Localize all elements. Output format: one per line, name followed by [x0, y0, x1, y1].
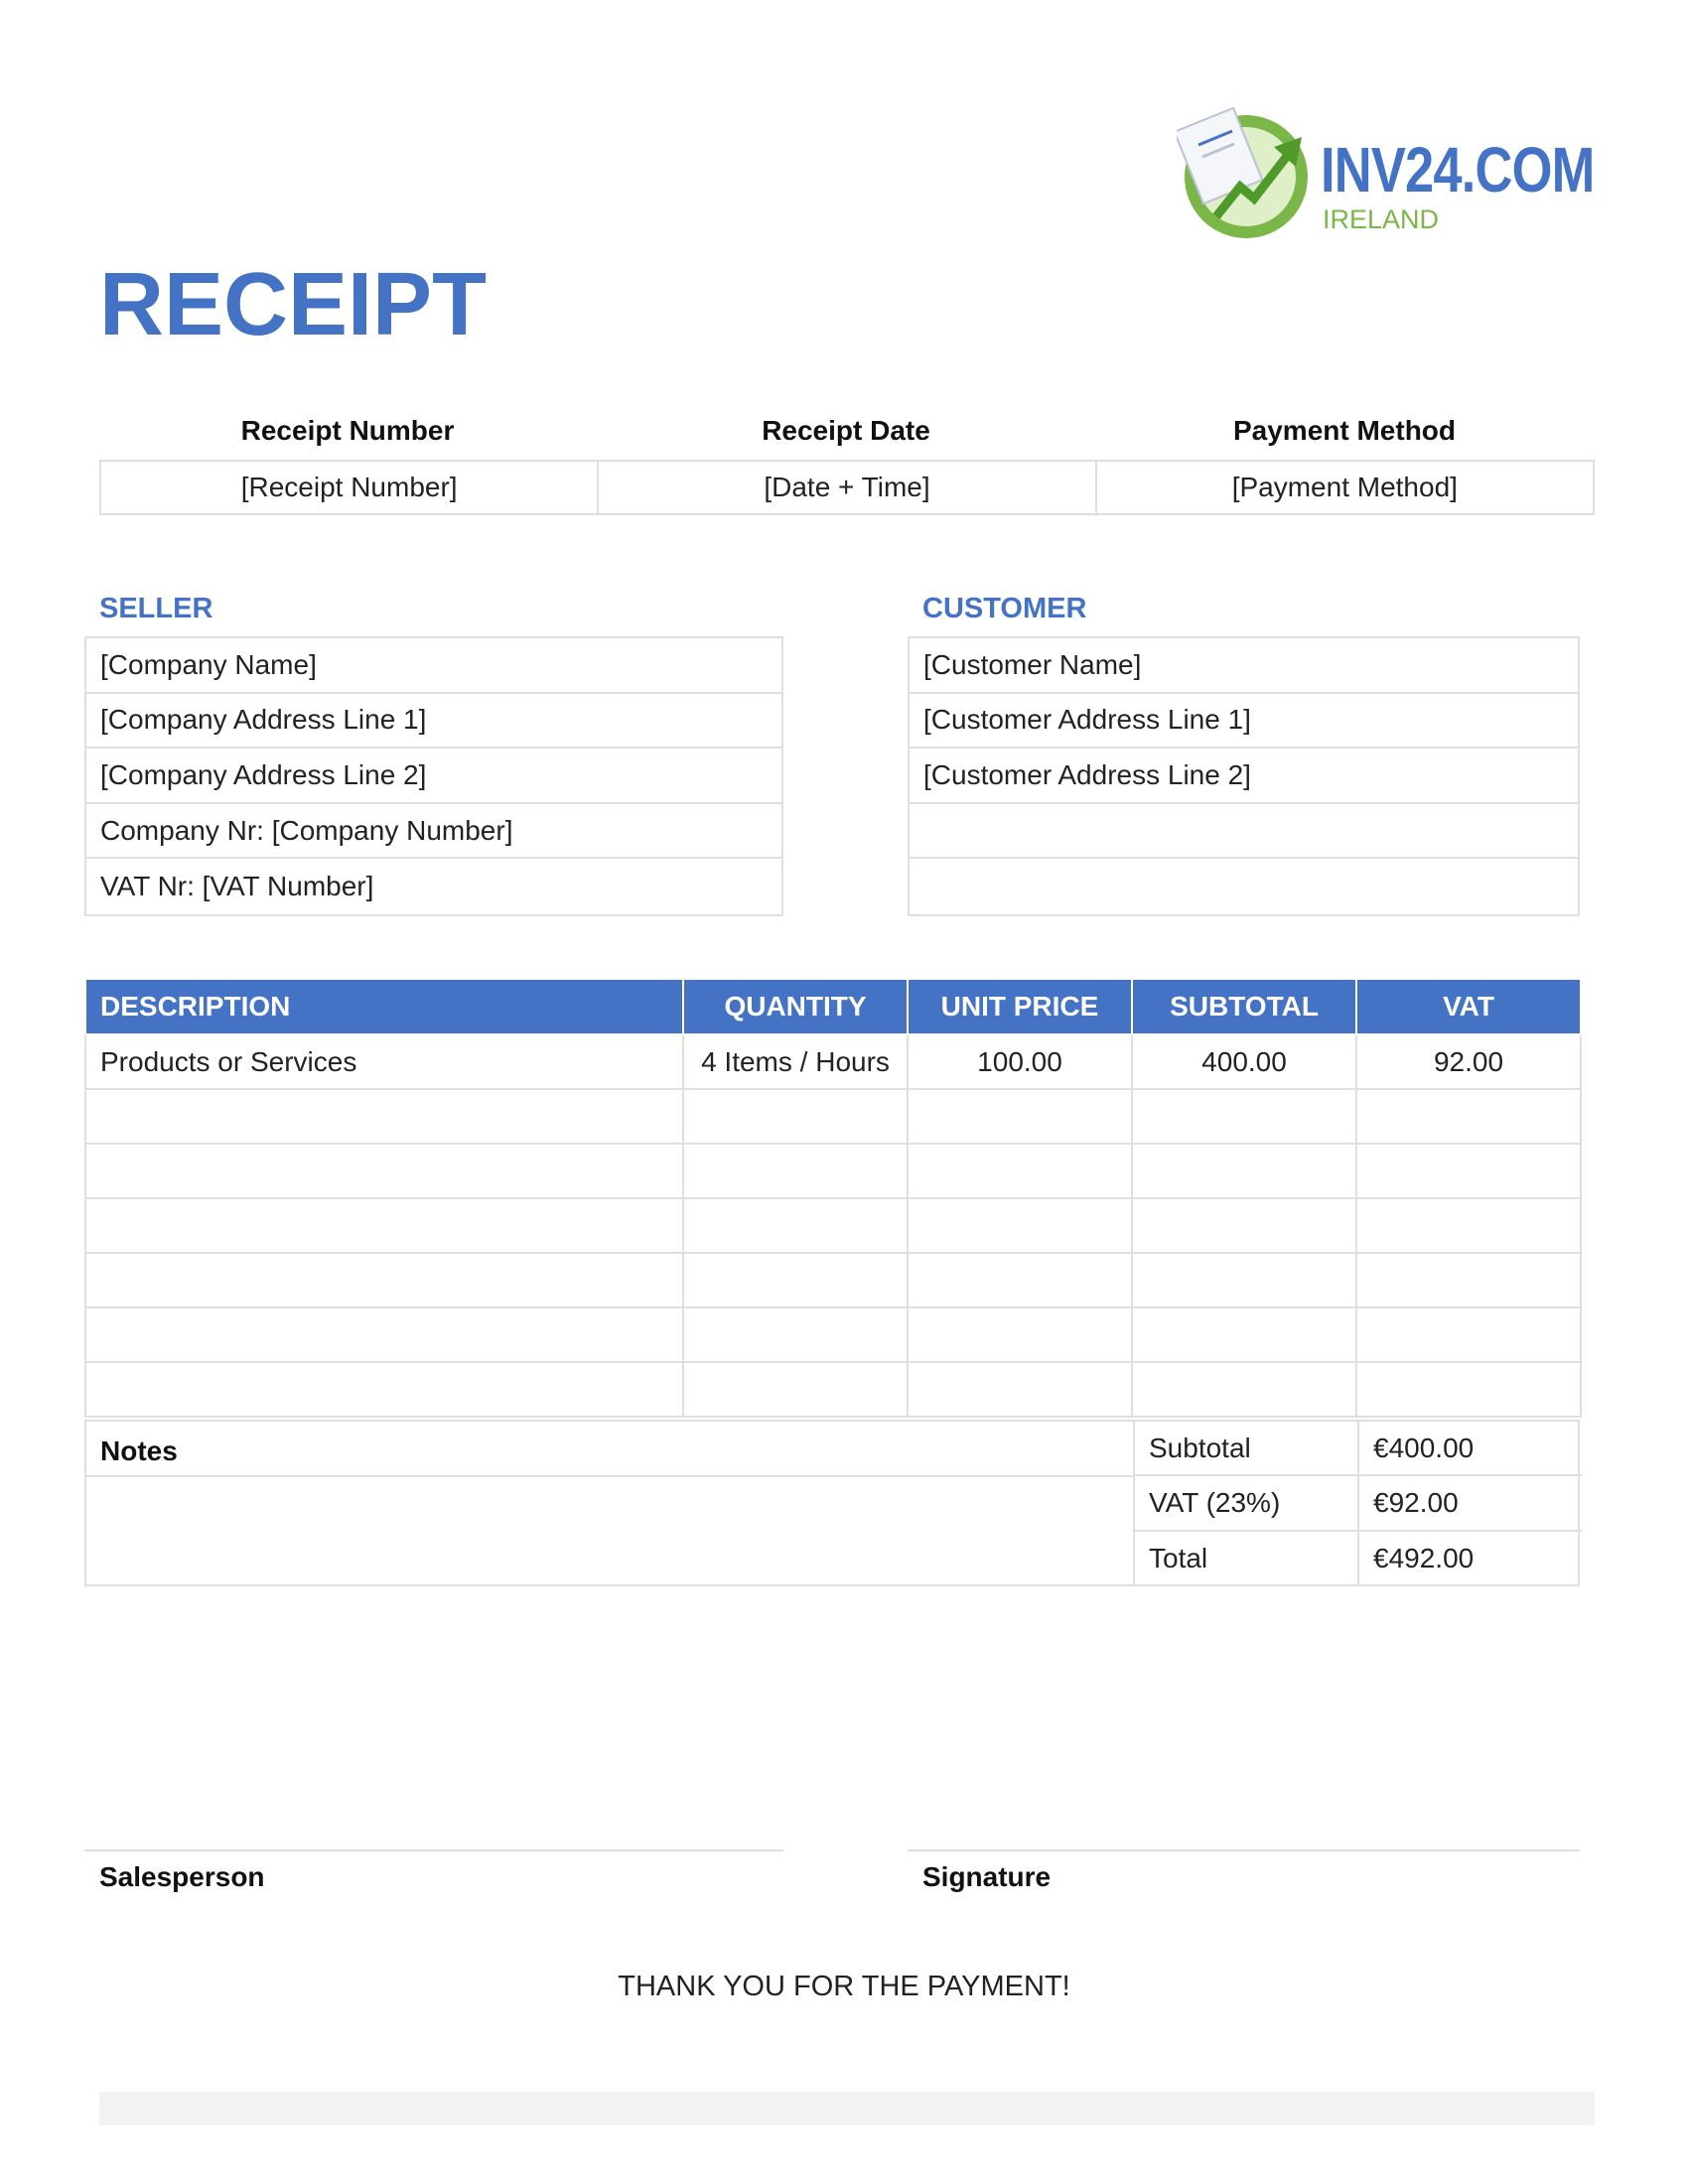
signature-line [908, 1849, 1580, 1851]
customer-box [908, 636, 1580, 916]
cell-vat [1356, 1362, 1581, 1417]
totals-label: VAT (23%) [1135, 1476, 1359, 1529]
table-row [85, 1307, 1581, 1362]
cell-description [85, 1089, 683, 1144]
customer-line: [Customer Name] [910, 638, 1578, 694]
thank-you-message: THANK YOU FOR THE PAYMENT! [618, 1971, 1070, 2002]
seller-line: [Company Name] [86, 638, 781, 694]
salesperson-label: Salesperson [99, 1861, 265, 1892]
cell-description [85, 1198, 683, 1253]
cell-description: Products or Services [85, 1034, 683, 1089]
table-row [85, 1253, 1581, 1307]
logo-text: INV24.COM [1321, 134, 1595, 205]
cell-unit-price [908, 1362, 1132, 1417]
cell-vat [1356, 1144, 1581, 1198]
cell-vat: 92.00 [1356, 1034, 1581, 1089]
receipt-date-value: [Date + Time] [599, 462, 1096, 513]
receipt-date-label: Receipt Date [762, 415, 930, 446]
cell-description [85, 1307, 683, 1362]
cell-quantity [683, 1253, 908, 1307]
cell-vat [1356, 1089, 1581, 1144]
receipt-number-value: [Receipt Number] [101, 462, 599, 513]
table-row [85, 1198, 1581, 1253]
totals-box [1133, 1422, 1582, 1586]
cell-vat [1356, 1198, 1581, 1253]
seller-line: Company Nr: [Company Number] [86, 804, 781, 860]
logo-subtext: IRELAND [1323, 205, 1440, 234]
seller-line: [Company Address Line 2] [86, 749, 781, 804]
customer-line: [Customer Address Line 2] [910, 749, 1578, 804]
cell-description [85, 1253, 683, 1307]
totals-label: Subtotal [1135, 1422, 1359, 1474]
cell-unit-price [908, 1307, 1132, 1362]
col-header-description: DESCRIPTION [85, 979, 683, 1034]
cell-subtotal [1132, 1253, 1356, 1307]
customer-line [910, 859, 1578, 914]
cell-quantity [683, 1362, 908, 1417]
table-row [85, 1089, 1581, 1144]
document-title: RECEIPT [99, 255, 488, 354]
cell-subtotal [1132, 1089, 1356, 1144]
notes-label: Notes [100, 1435, 178, 1466]
totals-row-vat [1135, 1476, 1582, 1531]
col-header-subtotal: SUBTOTAL [1132, 979, 1356, 1034]
cell-quantity: 4 Items / Hours [683, 1034, 908, 1089]
cell-unit-price [908, 1144, 1132, 1198]
notes-divider [86, 1475, 1133, 1477]
logo-icon [1177, 107, 1316, 246]
salesperson-line [84, 1849, 783, 1851]
items-table [84, 978, 1582, 1418]
totals-label: Total [1135, 1532, 1359, 1586]
cell-quantity [683, 1089, 908, 1144]
cell-subtotal [1132, 1198, 1356, 1253]
seller-box [84, 636, 783, 916]
table-row [85, 1362, 1581, 1417]
receipt-number-label: Receipt Number [240, 415, 455, 446]
totals-value: €400.00 [1373, 1432, 1475, 1463]
table-row [85, 1144, 1581, 1198]
col-header-unit-price: UNIT PRICE [908, 979, 1132, 1034]
customer-line [910, 804, 1578, 860]
totals-row-total [1135, 1532, 1582, 1586]
footer-bar [99, 2092, 1595, 2125]
cell-subtotal [1132, 1307, 1356, 1362]
cell-description [85, 1362, 683, 1417]
cell-unit-price [908, 1198, 1132, 1253]
totals-value: €92.00 [1373, 1486, 1459, 1518]
receipt-info-table [99, 460, 1595, 515]
signature-label: Signature [922, 1861, 1052, 1892]
cell-subtotal: 400.00 [1132, 1034, 1356, 1089]
col-header-vat: VAT [1356, 979, 1581, 1034]
items-header-row [85, 979, 1581, 1034]
table-row [85, 1034, 1581, 1089]
totals-row-subtotal [1135, 1422, 1582, 1476]
col-header-quantity: QUANTITY [683, 979, 908, 1034]
seller-heading: SELLER [99, 593, 213, 624]
cell-subtotal [1132, 1144, 1356, 1198]
cell-quantity [683, 1144, 908, 1198]
cell-description [85, 1144, 683, 1198]
customer-heading: CUSTOMER [922, 593, 1087, 624]
cell-subtotal [1132, 1362, 1356, 1417]
seller-line: [Company Address Line 1] [86, 694, 781, 750]
cell-unit-price [908, 1253, 1132, 1307]
cell-unit-price: 100.00 [908, 1034, 1132, 1089]
payment-method-value: [Payment Method] [1231, 472, 1458, 502]
notes-totals-section [84, 1420, 1580, 1586]
cell-vat [1356, 1307, 1581, 1362]
company-logo [1177, 107, 1595, 246]
cell-quantity [683, 1307, 908, 1362]
payment-method-label: Payment Method [1232, 415, 1457, 446]
cell-unit-price [908, 1089, 1132, 1144]
totals-value: €492.00 [1373, 1543, 1475, 1574]
cell-quantity [683, 1198, 908, 1253]
cell-vat [1356, 1253, 1581, 1307]
seller-line: VAT Nr: [VAT Number] [100, 871, 374, 902]
customer-line: [Customer Address Line 1] [910, 694, 1578, 750]
